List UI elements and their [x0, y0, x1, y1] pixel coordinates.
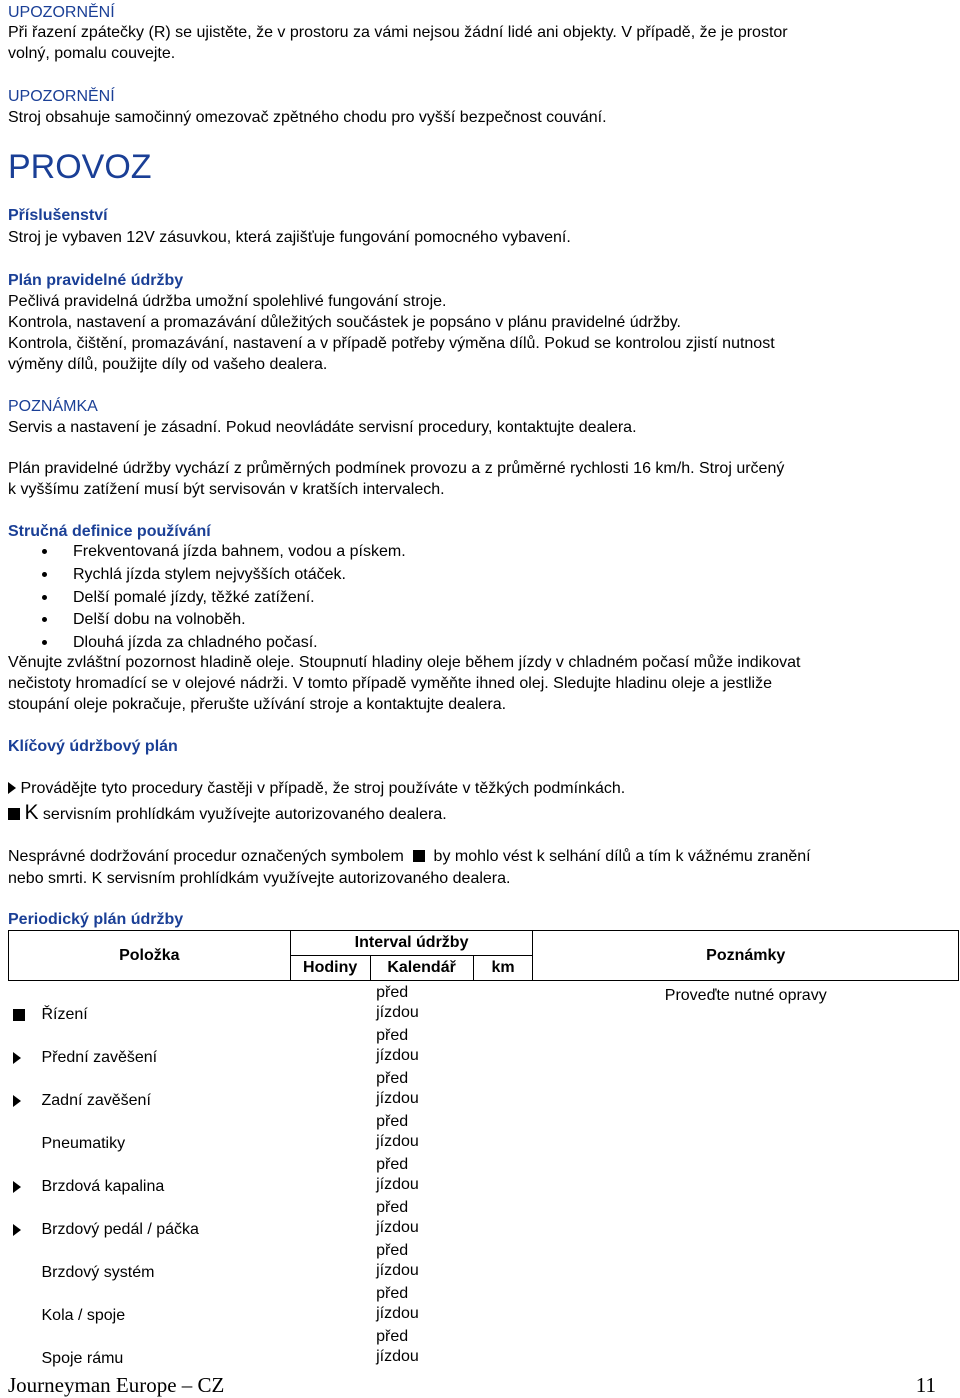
- calendar-value-line2: jízdou: [376, 1219, 419, 1236]
- calendar-value: [376, 983, 419, 1023]
- plan-basis-line-1: Plán pravidelné údržby vychází z průměrných podmínek provozu a z průměrné rychlosti 16 km/h. Stroj určený: [8, 460, 785, 477]
- page-footer: [8, 1372, 952, 1398]
- item-name: Brzdový systém: [41, 1264, 155, 1281]
- note-text: [533, 1024, 959, 1030]
- improper-before: Nesprávné dodržování procedur označených symbolem: [8, 848, 404, 865]
- calendar-value-line2: jízdou: [376, 1348, 419, 1365]
- km-cell: [473, 1325, 533, 1368]
- page-number: 11: [915, 1373, 936, 1397]
- table-row: [9, 1110, 959, 1153]
- usage-bullet-4: Delší dobu na volnoběh.: [73, 611, 246, 628]
- table-row: [9, 1239, 959, 1282]
- item-cell: [9, 981, 291, 1025]
- item-cell: [9, 1024, 291, 1067]
- section-title: PROVOZ: [8, 148, 152, 186]
- item-cell: [9, 1067, 291, 1110]
- header-item: Položka: [9, 931, 291, 981]
- km-cell: [473, 1196, 533, 1239]
- item-name: Řízení: [41, 1006, 88, 1023]
- triangle-marker-icon: [13, 1095, 21, 1107]
- calendar-cell: [370, 1153, 473, 1196]
- calendar-cell: [370, 1067, 473, 1110]
- hours-cell: [290, 1153, 370, 1196]
- usage-after-line-3: stoupání oleje pokračuje, přerušte užívání stroje a kontaktujte dealera.: [8, 696, 507, 713]
- calendar-value: [376, 1069, 419, 1109]
- bullet-icon: [42, 572, 47, 577]
- item-cell: [9, 1239, 291, 1282]
- usage-after-line-1: Věnujte zvláštní pozornost hladině oleje. Stoupnutí hladiny oleje během jízdy v chladném počasí může indikovat: [8, 654, 801, 671]
- bullet-icon: [42, 595, 47, 600]
- hours-cell: [290, 1239, 370, 1282]
- table-row: [9, 1067, 959, 1110]
- calendar-value: [376, 1155, 419, 1195]
- calendar-value-line1: před: [376, 1285, 409, 1302]
- calendar-value-line1: před: [376, 1328, 409, 1345]
- header-interval: Interval údržby: [290, 931, 533, 956]
- usage-after-line-2: nečistoty hromadící se v olejové nádrži. V tomto případě vyměňte ihned olej. Sledujte hladinu oleje a jestliže: [8, 675, 772, 692]
- calendar-value-line2: jízdou: [376, 1090, 419, 1107]
- improper-line-1: [8, 846, 811, 868]
- note-text: [533, 1153, 959, 1159]
- header-calendar: Kalendář: [370, 956, 473, 981]
- calendar-value-line1: před: [376, 1113, 409, 1130]
- km-cell: [473, 1239, 533, 1282]
- km-cell: [473, 1282, 533, 1325]
- square-marker-icon: [8, 808, 20, 820]
- item-cell: [9, 1153, 291, 1196]
- usage-bullet-1: Frekventovaná jízda bahnem, vodou a pískem.: [73, 543, 406, 560]
- hours-cell: [290, 981, 370, 1025]
- calendar-cell: [370, 1282, 473, 1325]
- warning-text-1-line1: Při řazení zpátečky (R) se ujistěte, že v prostoru za vámi nejsou žádní lidé ani objekty. V případě, že je prostor: [8, 24, 788, 41]
- table-row: [9, 1024, 959, 1067]
- triangle-marker-icon: [13, 1224, 21, 1236]
- header-km: km: [473, 956, 533, 981]
- calendar-cell: [370, 1239, 473, 1282]
- triangle-marker-icon: [8, 782, 16, 794]
- warning-text-1-line2: volný, pomalu couvejte.: [8, 45, 176, 62]
- hours-cell: [290, 1282, 370, 1325]
- square-marker-icon: [413, 850, 425, 862]
- note-text: Servis a nastavení je zásadní. Pokud neovládáte servisní procedury, kontaktujte dealera.: [8, 419, 637, 436]
- periodic-plan-body: [9, 981, 959, 1369]
- plan-basis-line-2: k vyššímu zatížení musí být servisován v kratších intervalech.: [8, 481, 445, 498]
- notes-cell: [533, 1153, 959, 1196]
- notes-cell: [533, 1196, 959, 1239]
- maintenance-line-2: Kontrola, nastavení a promazávání důležitých součástek je popsáno v plánu pravidelné údržby.: [8, 314, 681, 331]
- bullet-icon: [42, 640, 47, 645]
- warning-text-2: Stroj obsahuje samočinný omezovač zpětného chodu pro vyšší bezpečnost couvání.: [8, 109, 607, 126]
- calendar-value-line1: před: [376, 1070, 409, 1087]
- table-row: [9, 1325, 959, 1368]
- item-cell: [9, 1110, 291, 1153]
- usage-bullet-2: Rychlá jízda stylem nejvyšších otáček.: [73, 566, 346, 583]
- maintenance-title: Plán pravidelné údržby: [8, 272, 184, 289]
- note-title: POZNÁMKA: [8, 398, 98, 415]
- km-cell: [473, 981, 533, 1025]
- calendar-value: [376, 1284, 419, 1324]
- calendar-value-line1: před: [376, 1199, 409, 1216]
- note-text: Proveďte nutné opravy: [664, 987, 827, 1004]
- item-name: Přední zavěšení: [41, 1049, 158, 1066]
- calendar-cell: [370, 1024, 473, 1067]
- triangle-marker-icon: [13, 1181, 21, 1193]
- calendar-cell: [370, 1196, 473, 1239]
- header-notes: Poznámky: [533, 931, 959, 981]
- key-square-line: [8, 802, 447, 826]
- item-name: Zadní zavěšení: [41, 1092, 151, 1109]
- item-name: Pneumatiky: [41, 1135, 126, 1152]
- item-name: Spoje rámu: [41, 1350, 124, 1367]
- hours-cell: [290, 1024, 370, 1067]
- header-hours: Hodiny: [290, 956, 370, 981]
- note-text: [533, 1239, 959, 1245]
- usage-title: Stručná definice používání: [8, 523, 211, 540]
- calendar-value-line1: před: [376, 1027, 409, 1044]
- footer-title: Journeyman Europe – CZ: [8, 1373, 225, 1397]
- maintenance-line-1: Pečlivá pravidelná údržba umožní spolehlivé fungování stroje.: [8, 293, 447, 310]
- key-square-k: K: [24, 801, 39, 824]
- notes-cell: [533, 1067, 959, 1110]
- hours-cell: [290, 1325, 370, 1368]
- table-row: [9, 1153, 959, 1196]
- item-name: Kola / spoje: [41, 1307, 126, 1324]
- key-triangle-text: Provádějte tyto procedury častěji v případě, že stroj používáte v těžkých podmínkách.: [20, 780, 626, 797]
- maintenance-line-3: Kontrola, čištění, promazávání, nastavení a v případě potřeby výměna dílů. Pokud se kontrolou zjistí nutnost: [8, 335, 775, 352]
- usage-bullet-3: Delší pomalé jízdy, těžké zatížení.: [73, 589, 315, 606]
- notes-cell: [533, 1282, 959, 1325]
- notes-cell: [533, 1239, 959, 1282]
- periodic-title: Periodický plán údržby: [8, 911, 184, 928]
- calendar-value-line2: jízdou: [376, 1004, 419, 1021]
- hours-cell: [290, 1067, 370, 1110]
- item-name: Brzdový pedál / páčka: [41, 1221, 199, 1238]
- item-name: Brzdová kapalina: [41, 1178, 165, 1195]
- note-text: [533, 1196, 959, 1202]
- item-cell: [9, 1282, 291, 1325]
- calendar-value-line2: jízdou: [376, 1133, 419, 1150]
- hours-cell: [290, 1196, 370, 1239]
- km-cell: [473, 1067, 533, 1110]
- key-square-text: servisním prohlídkám využívejte autorizovaného dealera.: [42, 806, 447, 823]
- calendar-value-line1: před: [376, 984, 409, 1001]
- calendar-cell: [370, 1110, 473, 1153]
- table-row: [9, 1282, 959, 1325]
- note-text: [533, 1067, 959, 1073]
- bullet-icon: [42, 617, 47, 622]
- note-text: [533, 1110, 959, 1116]
- accessories-title: Příslušenství: [8, 207, 108, 224]
- calendar-value: [376, 1241, 419, 1281]
- notes-cell: [533, 1325, 959, 1368]
- notes-cell: [533, 1024, 959, 1067]
- triangle-marker-icon: [13, 1052, 21, 1064]
- square-marker-icon: [13, 1009, 25, 1021]
- km-cell: [473, 1153, 533, 1196]
- table-row: [9, 1196, 959, 1239]
- key-triangle-line: [8, 778, 625, 800]
- calendar-value-line2: jízdou: [376, 1305, 419, 1322]
- notes-cell: [533, 1110, 959, 1153]
- calendar-value-line1: před: [376, 1156, 409, 1173]
- improper-line-2: nebo smrti. K servisním prohlídkám využívejte autorizovaného dealera.: [8, 870, 511, 887]
- calendar-value-line2: jízdou: [376, 1262, 419, 1279]
- hours-cell: [290, 1110, 370, 1153]
- note-text: [533, 1282, 959, 1288]
- warning-title-2: UPOZORNĚNÍ: [8, 88, 115, 105]
- calendar-cell: [370, 1325, 473, 1368]
- item-cell: [9, 1196, 291, 1239]
- calendar-value-line2: jízdou: [376, 1047, 419, 1064]
- maintenance-line-4: výměny dílů, použijte díly od vašeho dealera.: [8, 356, 328, 373]
- periodic-plan-table: [8, 930, 959, 1368]
- calendar-value: [376, 1327, 419, 1367]
- calendar-value-line2: jízdou: [376, 1176, 419, 1193]
- calendar-value: [376, 1198, 419, 1238]
- accessories-text: Stroj je vybaven 12V zásuvkou, která zajišťuje fungování pomocného vybavení.: [8, 229, 571, 246]
- item-cell: [9, 1325, 291, 1368]
- bullet-icon: [42, 549, 47, 554]
- note-text: [533, 1325, 959, 1331]
- calendar-value-line1: před: [376, 1242, 409, 1259]
- km-cell: [473, 1024, 533, 1067]
- calendar-value: [376, 1026, 419, 1066]
- warning-title-1: UPOZORNĚNÍ: [8, 4, 115, 21]
- improper-after: by mohlo vést k selhání dílů a tím k vážnému zranění: [433, 848, 811, 865]
- table-row: [9, 981, 959, 1025]
- calendar-cell: [370, 981, 473, 1025]
- calendar-value: [376, 1112, 419, 1152]
- notes-cell: [533, 981, 959, 1025]
- usage-bullet-5: Dlouhá jízda za chladného počasí.: [73, 634, 318, 651]
- km-cell: [473, 1110, 533, 1153]
- key-title: Klíčový údržbový plán: [8, 738, 178, 755]
